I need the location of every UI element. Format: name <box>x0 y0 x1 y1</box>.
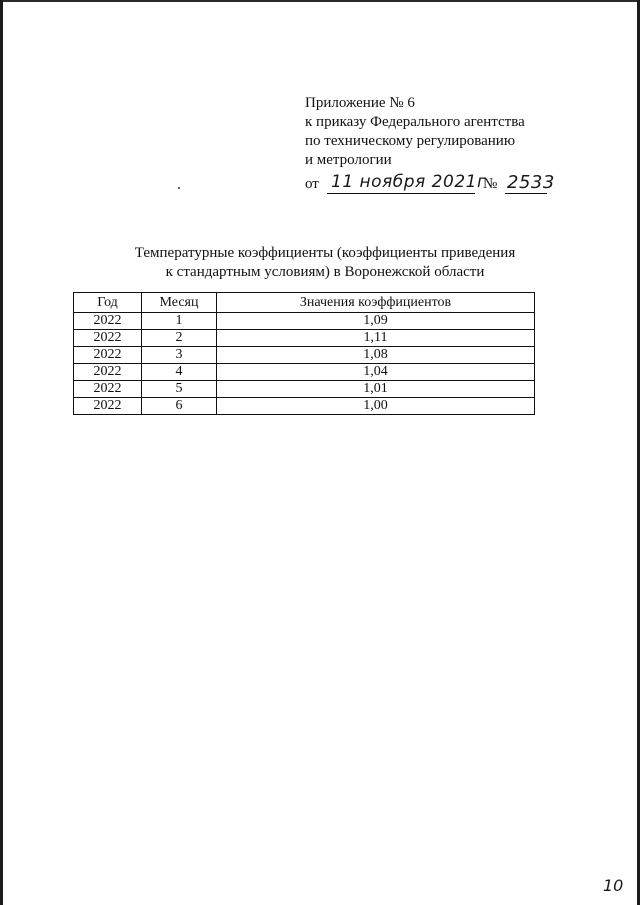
table-row <box>74 330 535 347</box>
cell-year: 2022 <box>74 313 142 330</box>
number-field <box>505 171 555 194</box>
handwritten-number: 2533 <box>507 172 555 193</box>
cell-year: 2022 <box>74 364 142 381</box>
attachment-order-line: к приказу Федерального агентства <box>305 114 525 130</box>
document-title <box>60 244 590 282</box>
order-date-line <box>305 171 555 195</box>
cell-year: 2022 <box>74 398 142 415</box>
handwritten-date: 11 ноября 2021г <box>331 172 487 192</box>
handwritten-page-number: 10 <box>603 876 624 895</box>
table-row <box>74 347 535 364</box>
cell-value: 1,01 <box>217 381 535 398</box>
date-prefix: от <box>305 176 319 192</box>
cell-month: 1 <box>142 313 217 330</box>
table-row <box>74 364 535 381</box>
attachment-metrology-line: и метрологии <box>305 152 392 168</box>
cell-value: 1,11 <box>217 330 535 347</box>
cell-month: 2 <box>142 330 217 347</box>
cell-month: 3 <box>142 347 217 364</box>
table-row <box>74 313 535 330</box>
cell-year: 2022 <box>74 381 142 398</box>
header-month: Месяц <box>142 293 217 313</box>
title-line-2: к стандартным условиям) в Воронежской области <box>165 264 485 280</box>
header-year: Год <box>74 293 142 313</box>
title-line-1: Температурные коэффициенты (коэффициенты приведения <box>134 245 516 261</box>
cell-month: 5 <box>142 381 217 398</box>
cell-value: 1,08 <box>217 347 535 364</box>
cell-year: 2022 <box>74 347 142 364</box>
attachment-header <box>305 94 555 195</box>
attachment-agency-line: по техническому регулированию <box>305 133 516 149</box>
table-row <box>74 381 535 398</box>
cell-year: 2022 <box>74 330 142 347</box>
table-header-row <box>74 293 535 313</box>
cell-month: 4 <box>142 364 217 381</box>
date-field <box>327 171 487 194</box>
attachment-title: Приложение № 6 <box>305 95 415 111</box>
cell-value: 1,09 <box>217 313 535 330</box>
cell-month: 6 <box>142 398 217 415</box>
header-value: Значения коэффициентов <box>217 293 535 313</box>
cell-value: 1,04 <box>217 364 535 381</box>
number-prefix: № <box>483 176 498 192</box>
cell-value: 1,00 <box>217 398 535 415</box>
coefficients-table <box>73 292 535 415</box>
table-row <box>74 398 535 415</box>
page-border-left <box>0 0 3 905</box>
scan-speck <box>178 187 180 189</box>
page-border-top <box>0 0 640 2</box>
